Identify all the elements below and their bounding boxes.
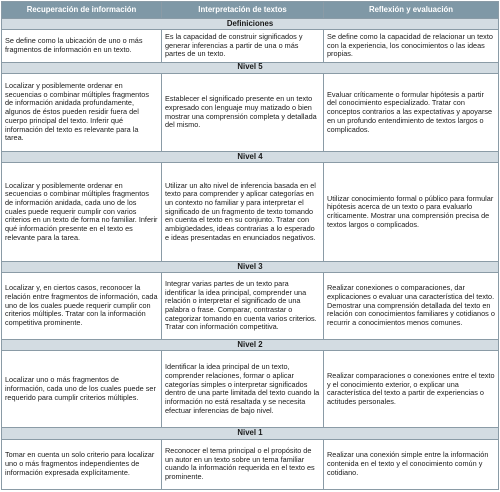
- cell-nivel-2-interpretacion: Identificar la idea principal de un texto, comprender relaciones, formar o aplicar categorías simples o interpretar significados dentro de una parte limitada del texto cuando la información no está resaltada y se necesita efectuar inferencias de bajo nivel.: [162, 351, 324, 428]
- cell-nivel-1-recuperacion: Tomar en cuenta un solo criterio para localizar uno o más fragmentos independientes de información expresada explícitamente.: [2, 439, 162, 489]
- section-title-nivel-5: Nivel 5: [2, 62, 499, 73]
- cell-nivel-3-reflexion: Realizar conexiones o comparaciones, dar explicaciones o evaluar una característica del texto. Demostrar una comprensión detallada del texto en relación con conocimientos familiares y cotidianos o recurrir a conocimientos menos comunes.: [324, 272, 499, 339]
- header-interpretacion: Interpretación de textos: [162, 2, 324, 19]
- cell-definiciones-reflexion: Se define como la capacidad de relacionar un texto con la experiencia, los conocimientos o las ideas propias.: [324, 30, 499, 63]
- section-title-row: [2, 62, 499, 73]
- reading-competency-table: [1, 1, 499, 490]
- cell-nivel-5-interpretacion: Establecer el significado presente en un texto expresado con lenguaje muy matizado o bien mostrar una comprensión completa y detallada del mismo.: [162, 73, 324, 151]
- section-title-row: [2, 261, 499, 272]
- section-title-nivel-3: Nivel 3: [2, 261, 499, 272]
- section-content-row: [2, 272, 499, 339]
- cell-nivel-4-interpretacion: Utilizar un alto nivel de inferencia basada en el texto para comprender y aplicar categorías en un contexto no familiar y para interpretar el significado de un fragmento de texto tomando en cuenta el texto en su conjunto. Tratar con ambigüedades, ideas contrarias a lo esperado e ideas presentadas en enunciados negativos.: [162, 163, 324, 261]
- cell-nivel-2-recuperacion: Localizar uno o más fragmentos de información, cada uno de los cuales puede ser requerido para cumplir criterios múltiples.: [2, 351, 162, 428]
- section-title-nivel-1: Nivel 1: [2, 428, 499, 439]
- section-content-row: [2, 73, 499, 151]
- cell-nivel-1-reflexion: Realizar una conexión simple entre la información contenida en el texto y el conocimiento común y cotidiano.: [324, 439, 499, 489]
- section-content-row: [2, 439, 499, 489]
- cell-nivel-1-interpretacion: Reconocer el tema principal o el propósito de un autor en un texto sobre un tema familiar cuando la información requerida en el texto es prominente.: [162, 439, 324, 489]
- cell-definiciones-recuperacion: Se define como la ubicación de uno o más fragmentos de información en un texto.: [2, 30, 162, 63]
- section-title-row: [2, 19, 499, 30]
- cell-nivel-2-reflexion: Realizar comparaciones o conexiones entre el texto y el conocimiento exterior, o explicar una característica del texto a partir de experiencias o actitudes personales.: [324, 351, 499, 428]
- section-title-definiciones: Definiciones: [2, 19, 499, 30]
- cell-nivel-5-recuperacion: Localizar y posiblemente ordenar en secuencias o combinar múltiples fragmentos de información anidada profundamente, algunos de éstos pueden residir fuera del cuerpo principal del texto. Inferir qué información del texto es relevante para la tarea.: [2, 73, 162, 151]
- cell-definiciones-interpretacion: Es la capacidad de construir significados y generar inferencias a partir de una o más partes de un texto.: [162, 30, 324, 63]
- cell-nivel-5-reflexion: Evaluar críticamente o formular hipótesis a partir del conocimiento especializado. Tratar con conceptos contrarios a las expectativas y apoyarse en un profundo entendimiento de textos largos o complicados.: [324, 73, 499, 151]
- section-title-row: [2, 152, 499, 163]
- section-content-row: [2, 163, 499, 261]
- section-title-row: [2, 340, 499, 351]
- section-title-nivel-2: Nivel 2: [2, 340, 499, 351]
- section-content-row: [2, 351, 499, 428]
- cell-nivel-4-reflexion: Utilizar conocimiento formal o público para formular hipótesis acerca de un texto o para evaluarlo críticamente. Mostrar una comprensión precisa de textos largos o complicados.: [324, 163, 499, 261]
- header-recuperacion: Recuperación de información: [2, 2, 162, 19]
- section-content-row: [2, 30, 499, 63]
- section-title-nivel-4: Nivel 4: [2, 152, 499, 163]
- cell-nivel-3-interpretacion: Integrar varias partes de un texto para identificar la idea principal, comprender una relación o interpretar el significado de una palabra o frase. Comparar, contrastar o categorizar tomando en cuenta varios criterios. Tratar con información competitiva.: [162, 272, 324, 339]
- cell-nivel-4-recuperacion: Localizar y posiblemente ordenar en secuencias o combinar múltiples fragmentos de información anidada, cada uno de los cuales puede requerir cumplir con varios criterios en un texto de forma no familiar. Inferir qué información presente en el texto es relevante para la tarea.: [2, 163, 162, 261]
- header-reflexion: Reflexión y evaluación: [324, 2, 499, 19]
- cell-nivel-3-recuperacion: Localizar y, en ciertos casos, reconocer la relación entre fragmentos de información, cada uno de los cuales puede requerir cumplir con criterios múltiples. Tratar con la información competitiva prominente.: [2, 272, 162, 339]
- header-row: [2, 2, 499, 19]
- section-title-row: [2, 428, 499, 439]
